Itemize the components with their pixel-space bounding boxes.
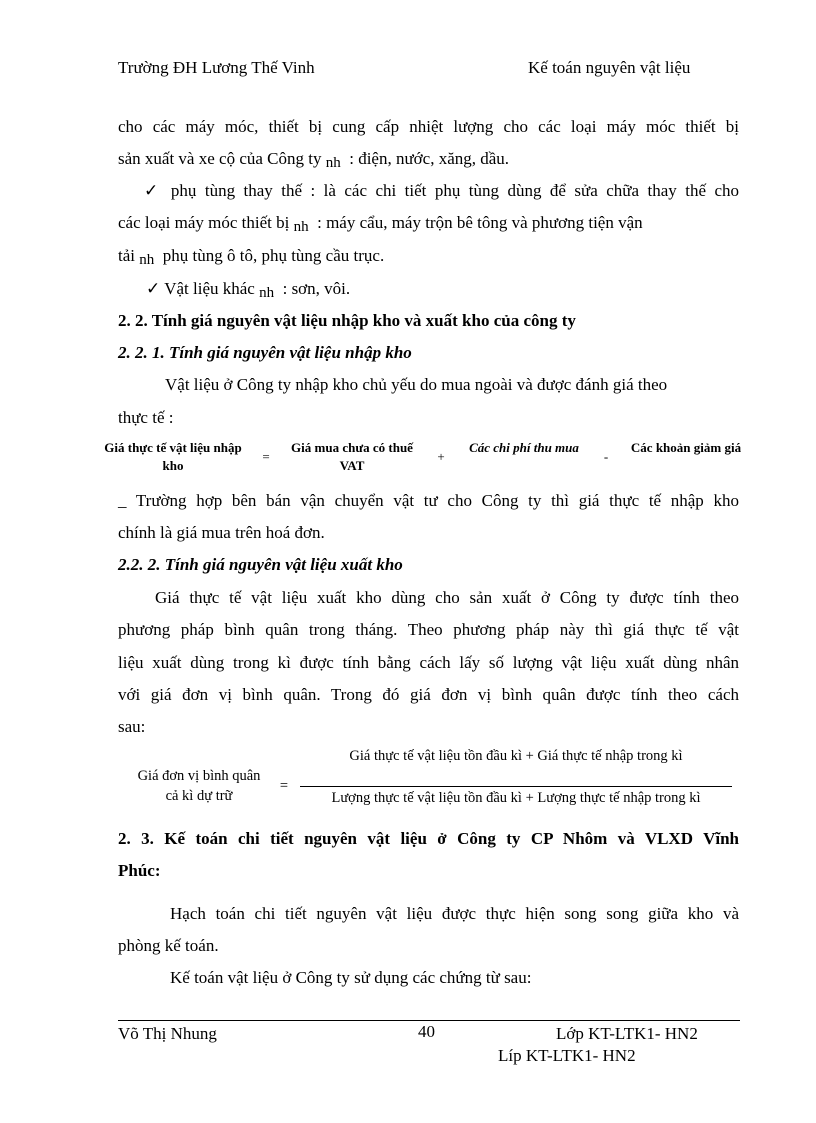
para-2-line-2: các loại máy móc thiết bị nh : máy cẩu, máy trộn bê tông và phương tiện vận bbox=[118, 213, 643, 235]
formula1-term2: Giá mua chưa có thuế VAT bbox=[291, 440, 413, 473]
para-6-line-3: liệu xuất dùng trong kì được tính bằng cách lấy số lượng vật liệu xuất dùng nhân bbox=[118, 653, 739, 672]
formula2-lhs: Giá đơn vị bình quân cả kì dự trữ bbox=[137, 768, 261, 804]
para-5-line-2: chính là giá mua trên hoá đơn. bbox=[118, 523, 325, 542]
formula2-denominator: Lượng thực tế vật liệu tồn đầu kì + Lượng thực tế nhập trong kì bbox=[331, 790, 701, 806]
para-7-line-1: Hạch toán chi tiết nguyên vật liệu được thực hiện song song giữa kho và bbox=[170, 904, 739, 923]
para-4-line-1: Vật liệu ở Công ty nhập kho chủ yếu do mua ngoài và được đánh giá theo bbox=[165, 375, 668, 394]
para-6-line-1: Giá thực tế vật liệu xuất kho dùng cho sản xuất ở Công ty được tính theo bbox=[155, 588, 739, 607]
formula1-minus: - bbox=[603, 449, 609, 464]
para-1-line-2: sản xuất và xe cộ của Công ty nh : điện, nước, xăng, dầu. bbox=[118, 149, 510, 171]
para-2-line-3: tải nh phụ tùng ô tô, phụ tùng cầu trục. bbox=[118, 246, 385, 268]
para-6-line-4: với giá đơn vị bình quân. Trong đó giá đơn vị bình quân được tính theo cách bbox=[118, 685, 739, 704]
heading-2-2-2: 2.2. 2. Tính giá nguyên vật liệu xuất kho bbox=[118, 555, 403, 574]
formula1-term4: Các khoản giảm giá bbox=[630, 440, 742, 455]
para-5-line-1: _ Trường hợp bên bán vận chuyển vật tư cho Công ty thì giá thực tế nhập kho bbox=[118, 491, 739, 510]
formula1-term3: Các chi phí thu mua bbox=[469, 440, 579, 455]
heading-2-2-1: 2. 2. 1. Tính giá nguyên vật liệu nhập kho bbox=[118, 343, 412, 362]
formula2-numerator: Giá thực tế vật liệu tồn đầu kì + Giá thực tế nhập trong kì bbox=[349, 748, 683, 764]
abbr-nh: nh bbox=[259, 285, 275, 301]
heading-2-3-line-2: Phúc: bbox=[118, 861, 161, 880]
formula1-equals: = bbox=[262, 449, 270, 464]
para-3: ✓ Vật liệu khác nh : sơn, vôi. bbox=[146, 279, 351, 301]
para-7-line-2: phòng kế toán. bbox=[118, 936, 219, 955]
formula1-plus: + bbox=[437, 449, 445, 464]
para-1-line-1: cho các máy móc, thiết bị cung cấp nhiệt lượng cho các loại máy móc thiết bị bbox=[118, 117, 739, 136]
heading-2-3-line-1: 2. 3. Kế toán chi tiết nguyên vật liệu ở Công ty CP Nhôm và VLXD Vĩnh bbox=[118, 829, 739, 848]
footer-author: Võ Thị Nhung bbox=[118, 1024, 217, 1043]
para-8: Kế toán vật liệu ở Công ty sử dụng các chứng từ sau: bbox=[170, 968, 532, 987]
checkmark-icon: ✓ bbox=[146, 279, 161, 298]
page-number: 40 bbox=[418, 1022, 435, 1041]
abbr-nh: nh bbox=[293, 219, 309, 235]
formula2-equals: = bbox=[279, 778, 289, 794]
para-6-line-2: phương pháp bình quân trong tháng. Theo phương pháp này thì giá thực tế vật bbox=[118, 620, 739, 639]
fraction-bar bbox=[300, 786, 732, 787]
para-4-line-2: thực tế : bbox=[118, 408, 174, 427]
para-6-line-5: sau: bbox=[118, 717, 146, 736]
formula1-term1: Giá thực tế vật liệu nhập kho bbox=[104, 440, 242, 473]
footer-class: Lớp KT-LTK1- HN2 bbox=[556, 1024, 698, 1043]
para-2-line-1: ✓ phụ tùng thay thế : là các chi tiết phụ tùng dùng để sửa chữa thay thế cho bbox=[144, 181, 739, 200]
abbr-nh: nh bbox=[139, 252, 155, 268]
heading-2-2: 2. 2. Tính giá nguyên vật liệu nhập kho và xuất kho của công ty bbox=[118, 311, 576, 330]
header-school: Trường ĐH Lương Thế Vinh bbox=[118, 58, 315, 77]
checkmark-icon: ✓ bbox=[144, 181, 163, 200]
abbr-nh: nh bbox=[325, 155, 341, 171]
footer-class-alt: Líp KT-LTK1- HN2 bbox=[498, 1046, 636, 1065]
header-title: Kế toán nguyên vật liệu bbox=[528, 58, 691, 77]
footer-rule bbox=[118, 1020, 740, 1021]
